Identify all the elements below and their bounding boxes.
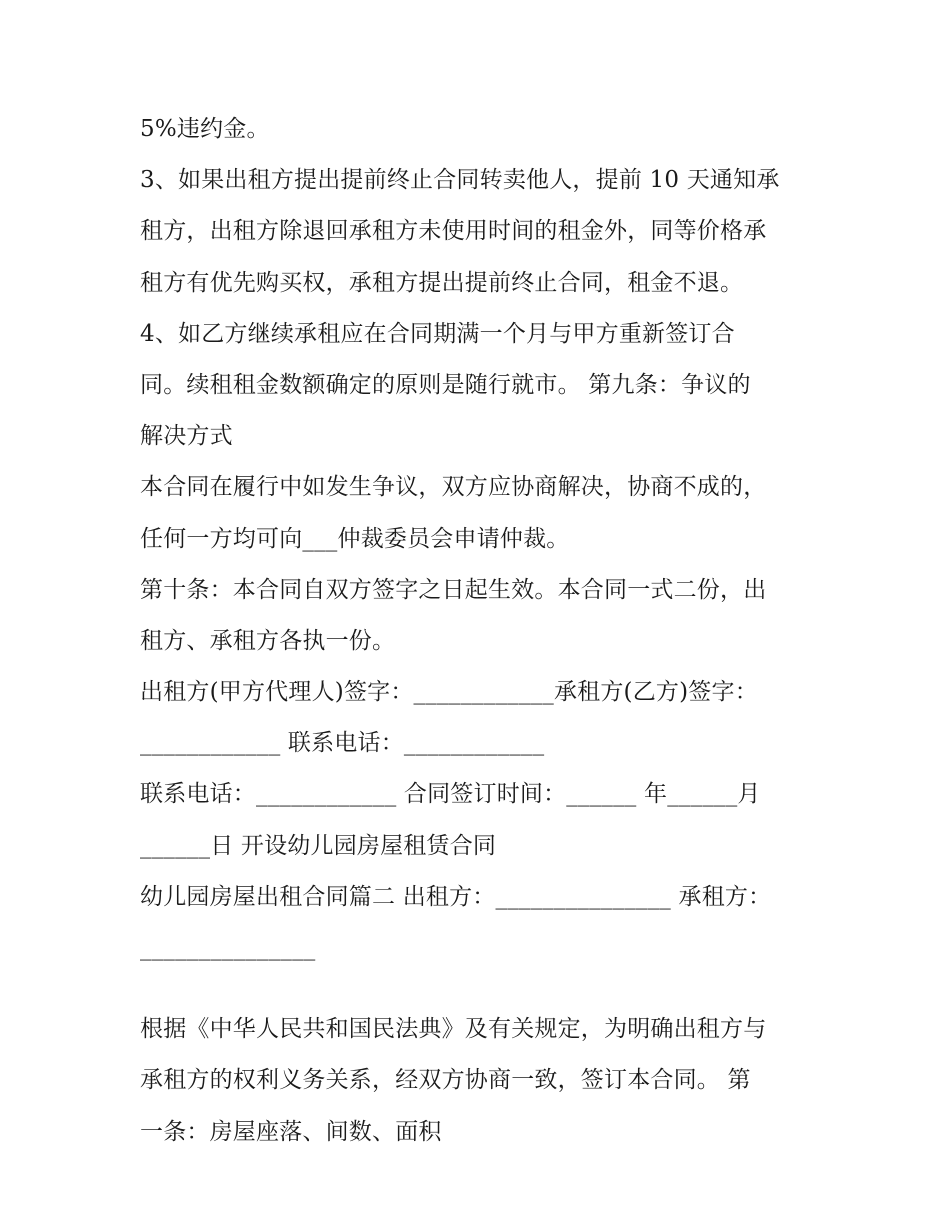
signature-line: 联系电话：____________ 合同签订时间：______ 年______月 (140, 781, 761, 808)
text-line: 租方、承租方各执一份。 (140, 627, 396, 654)
text-line: 第十条：本合同自双方签字之日起生效。本合同一式二份，出 (140, 576, 767, 603)
text-line: 同。续租租金数额确定的原则是随行就市。 第九条：争议的 (140, 371, 751, 398)
text-line: 承租方的权利义务关系，经双方协商一致，签订本合同。 第 (140, 1067, 751, 1094)
paragraph-gap (140, 974, 820, 1004)
text-line: 解决方式 (140, 423, 233, 450)
text-line: 一条：房屋座落、间数、面积 (140, 1118, 442, 1145)
text-line: 幼儿园房屋出租合同篇二 出租方：_______________ 承租方： (140, 883, 772, 910)
text-line: 根据《中华人民共和国民法典》及有关规定，为明确出租方与 (140, 1016, 767, 1043)
signature-line: ____________ 联系电话：____________ (140, 730, 545, 757)
text-line: ______日 开设幼儿园房屋租赁合同 (140, 832, 497, 859)
text-line: 5%违约金。 (140, 116, 270, 142)
text-line: 4、如乙方继续承租应在合同期满一个月与甲方重新签订合 (140, 320, 735, 347)
text-line: 任何一方均可向___仲裁委员会申请仲裁。 (140, 525, 570, 552)
text-line: 本合同在履行中如发生争议，双方应协商解决，协商不成的， (140, 474, 767, 501)
text-line: 租方，出租方除退回承租方未使用时间的租金外，同等价格承 (140, 218, 767, 245)
text-line: 租方有优先购买权，承租方提出提前终止合同，租金不退。 (140, 269, 744, 296)
text-line: 3、如果出租方提出提前终止合同转卖他人，提前 10 天通知承 (140, 167, 780, 194)
document-body (140, 104, 820, 1158)
text-line: _______________ (140, 935, 316, 961)
signature-line: 出租方(甲方代理人)签字：____________承租方(乙方)签字： (140, 679, 758, 706)
